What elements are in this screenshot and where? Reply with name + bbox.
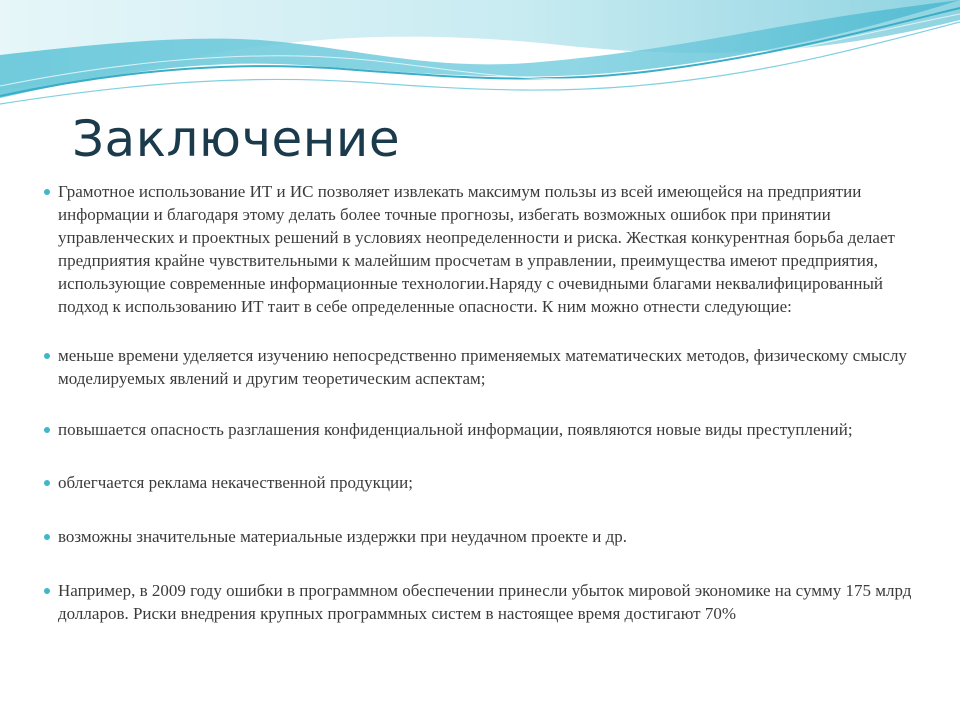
list-item-text: повышается опасность разглашения конфиденциальной информации, появляются новые виды преступлений; [58,420,853,439]
list-item [44,180,924,318]
list-item [44,579,924,625]
list-item-text: возможны значительные материальные издержки при неудачном проекте и др. [58,527,628,546]
list-item-text: облегчается реклама некачественной продукции; [58,473,413,492]
list-item [44,471,924,494]
bullet-list [44,180,924,625]
slide-title: Заключение [72,110,401,168]
list-item-text: Грамотное использование ИТ и ИС позволяет извлекать максимум пользы из всей имеющейся на предприятии информации и благодаря этому делать более точные прогнозы, избегать возможных ошибок при принятии управленческих и проектных решений в условиях неопределенности и риска. Жесткая конкурентная борьба делает предприятия крайне чувствительными к малейшим просчетам в управлении, преимущества имеют предприятия, использующие современные информационные технологии.Наряду с очевидными благами неквалифицированный подход к использованию ИТ таит в себе определенные опасности. К ним можно отнести следующие: [58,182,895,316]
header-wave-decoration [0,0,960,120]
list-item-text: меньше времени уделяется изучению непосредственно применяемых математических методов, физическому смыслу моделируемых явлений и другим теоретическим аспектам; [58,346,907,388]
bullet-icon [44,534,50,540]
list-item [44,418,924,441]
bullet-icon [44,189,50,195]
list-item [44,344,924,390]
list-item [44,525,924,548]
bullet-icon [44,427,50,433]
bullet-icon [44,588,50,594]
bullet-icon [44,480,50,486]
list-item-text: Например, в 2009 году ошибки в программном обеспечении принесли убыток мировой экономике на сумму 175 млрд долларов. Риски внедрения крупных программных систем в настоящее время достигают 70% [58,581,912,623]
bullet-icon [44,353,50,359]
